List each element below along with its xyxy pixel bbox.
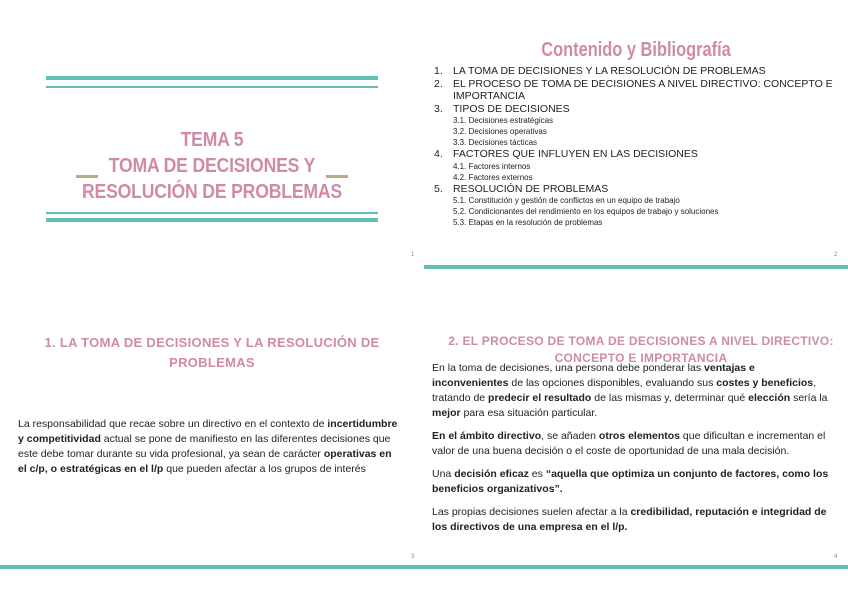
- bold-text: credibilidad, reputación e integridad de los directivos de una empresa en el l/p.: [432, 506, 827, 533]
- toc-item-number: 1.: [434, 65, 443, 77]
- page-number: 2: [834, 252, 838, 258]
- toc-subitem: 5.2. Condicionantes del rendimiento en los equipos de trabajo y soluciones: [453, 207, 719, 216]
- table-of-contents: [434, 65, 844, 228]
- text-run: de las opciones disponibles, evaluando sus: [508, 377, 717, 389]
- bold-text: ventajas e inconvenientes: [432, 362, 755, 389]
- toc-subitem: 3.1. Decisiones estratégicas: [453, 116, 554, 125]
- text-run: Una: [432, 468, 455, 480]
- slide-4-body: [432, 361, 832, 543]
- page-number: 4: [834, 554, 838, 560]
- bold-text: costes y beneficios: [716, 377, 814, 389]
- text-run: de las mismas y, determinar qué: [591, 392, 749, 404]
- toc-subitem: 5.3. Etapas en la resolución de problemas: [453, 218, 603, 227]
- text-run: es: [528, 468, 546, 480]
- bold-text: decisión eficaz: [454, 468, 529, 480]
- slide-4: [424, 300, 848, 600]
- text-run: actual se pone de manifiesto en las diferentes decisiones que este debe tomar durante su vida profesional, ya sean de carácter: [18, 433, 391, 460]
- text-run: que dificultan e incrementan el valor de una buena decisión o el coste de oportunidad de una mala decisión.: [432, 430, 826, 457]
- toc-item-label: RESOLUCIÓN DE PROBLEMAS: [453, 182, 609, 195]
- toc-subitem: 4.1. Factores internos: [453, 161, 531, 171]
- toc-item-number: 3.: [434, 102, 443, 115]
- slide-4-heading: 2. EL PROCESO DE TOMA DE DECISIONES A NIVEL DIRECTIVO: CONCEPTO E IMPORTANCIA: [448, 334, 834, 365]
- text-run: sería la: [790, 392, 828, 404]
- toc-item: [434, 65, 844, 78]
- toc-item: [434, 103, 844, 116]
- bottom-accent-bar: [424, 565, 848, 569]
- body-paragraph: [432, 505, 832, 535]
- text-run: que pueden afectar a los grupos de interés: [163, 463, 366, 475]
- body-paragraph: [432, 467, 832, 497]
- toc-item-label: LA TOMA DE DECISIONES Y LA RESOLUCIÓN DE PROBLEMAS: [453, 65, 766, 77]
- slide-1: [0, 0, 424, 300]
- text-run: En la toma de decisiones, una persona debe ponderar las: [432, 362, 705, 374]
- bottom-accent-bar: [0, 565, 424, 569]
- text-run: Las propias decisiones suelen afectar a la: [432, 506, 631, 518]
- slide-2-title: Contenido y Bibliografía: [541, 39, 731, 61]
- bold-text: predecir el resultado: [488, 392, 592, 404]
- slide-3-heading: 1. LA TOMA DE DECISIONES Y LA RESOLUCIÓN DE PROBLEMAS: [44, 335, 380, 370]
- toc-item-number: 2.: [434, 77, 443, 90]
- bold-text: mejor: [432, 407, 461, 419]
- text-run: , tratando de: [432, 377, 817, 404]
- bold-text: otros elementos: [598, 430, 681, 442]
- top-accent-bar-thin: [46, 86, 378, 88]
- toc-item-number: 4.: [434, 148, 443, 160]
- toc-item: [434, 183, 844, 196]
- toc-subitem: 4.2. Factores externos: [453, 172, 533, 182]
- text-run: para esa situación particular.: [460, 407, 598, 419]
- toc-item-number: 5.: [434, 182, 443, 195]
- title-line-3: RESOLUCIÓN DE PROBLEMAS: [82, 181, 342, 203]
- slide-2: [424, 0, 848, 300]
- bold-text: elección: [748, 392, 791, 404]
- bottom-accent-bar: [46, 218, 378, 222]
- bottom-accent-bar: [424, 265, 848, 269]
- toc-item-label: FACTORES QUE INFLUYEN EN LAS DECISIONES: [453, 148, 698, 160]
- bold-text: incertidumbre y competitividad: [18, 418, 398, 445]
- slide-3: [0, 300, 424, 600]
- text-run: La responsabilidad que recae sobre un directivo en el contexto de: [18, 418, 328, 430]
- bold-text: operativas en el c/p, o estratégicas en el l/p: [18, 448, 392, 475]
- toc-item-label: TIPOS DE DECISIONES: [453, 102, 570, 115]
- bold-text: En el ámbito directivo: [432, 430, 542, 442]
- body-paragraph: [432, 361, 832, 421]
- bold-text: “aquella que optimiza un conjunto de factores, como los beneficios organizativos”.: [432, 468, 829, 495]
- toc-item: [434, 78, 844, 103]
- bottom-accent-bar-thin: [46, 212, 378, 214]
- top-accent-bar: [46, 76, 378, 80]
- toc-item: [434, 148, 844, 161]
- toc-item-label: EL PROCESO DE TOMA DE DECISIONES A NIVEL DIRECTIVO: CONCEPTO E IMPORTANCIA: [453, 77, 833, 102]
- toc-subitem: 3.3. Decisiones tácticas: [453, 138, 538, 147]
- page-number: 3: [411, 554, 415, 560]
- slide-1-title: [25, 127, 398, 205]
- toc-subitem: 3.2. Decisiones operativas: [453, 127, 547, 136]
- page-number: 1: [411, 252, 415, 258]
- body-paragraph: [432, 429, 832, 459]
- title-line-1: TEMA 5: [180, 129, 244, 151]
- title-line-2: TOMA DE DECISIONES Y: [108, 155, 316, 177]
- toc-subitem: 5.1. Constitución y gestión de conflictos en un equipo de trabajo: [453, 196, 680, 205]
- slide-3-paragraph: [18, 417, 398, 477]
- text-run: , se añaden: [541, 430, 599, 442]
